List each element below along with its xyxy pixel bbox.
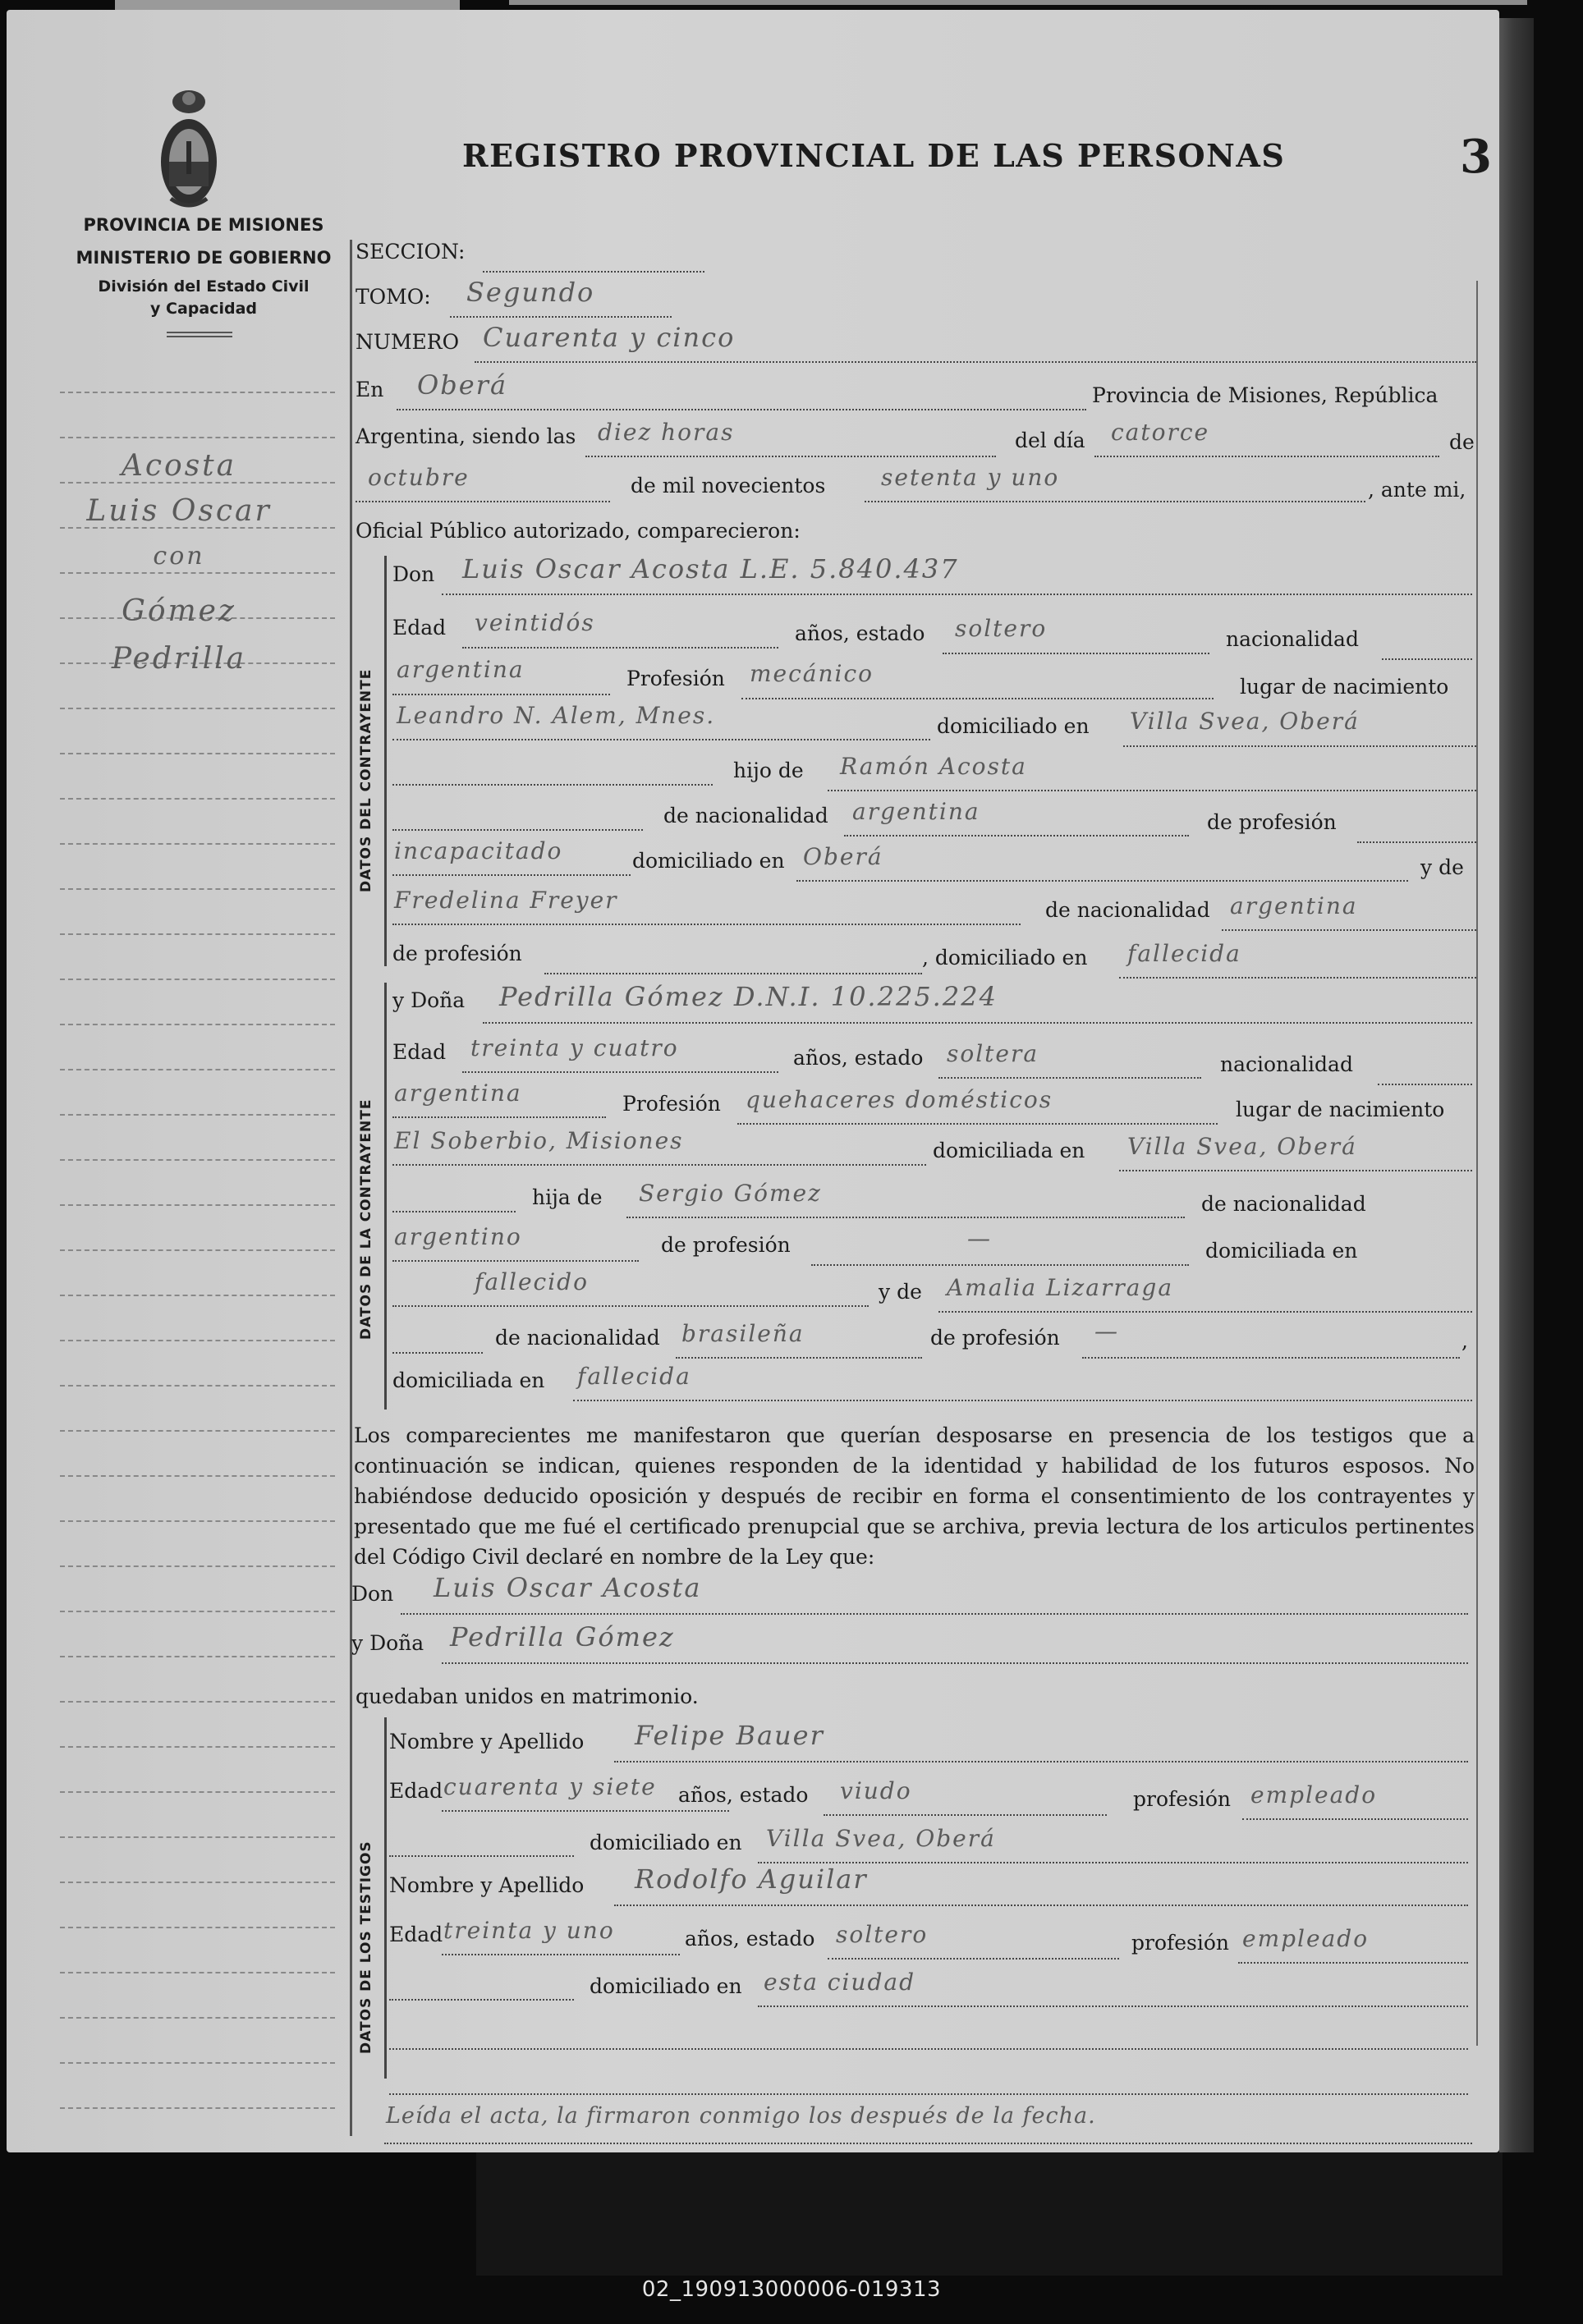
section-label-testigos: DATOS DE LOS TESTIGOS bbox=[358, 1840, 374, 2054]
value-dom-t2: esta ciudad bbox=[764, 1969, 915, 1996]
label-ante-mi: , ante mi, bbox=[1368, 478, 1466, 502]
label-y-dona: y Doña bbox=[392, 988, 466, 1012]
field-nacionalidad-2-end bbox=[1378, 1052, 1472, 1085]
value-tomo: Segundo bbox=[466, 277, 595, 308]
value-estado-1: soltero bbox=[955, 615, 1048, 642]
label-domiciliado-t1: domiciliado en bbox=[590, 1831, 742, 1854]
margin-note-line-4: Gómez bbox=[122, 594, 236, 628]
margin-line bbox=[60, 2107, 335, 2109]
field-blank-t3 bbox=[389, 2017, 1468, 2050]
value-anio: setenta y uno bbox=[881, 464, 1060, 491]
label-hija-de: hija de bbox=[532, 1185, 603, 1209]
field-madre2-dom bbox=[573, 1368, 1472, 1401]
field-nacionalidad-1-end bbox=[1382, 627, 1472, 660]
page-number: 3 bbox=[1460, 130, 1492, 184]
label-de-prof-padre: de profesión bbox=[1207, 810, 1337, 834]
label-nacionalidad-2: nacionalidad bbox=[1220, 1052, 1353, 1076]
value-madre: Fredelina Freyer bbox=[394, 887, 618, 914]
value-madre2-prof: — bbox=[1094, 1318, 1119, 1345]
label-domiciliado-padre: domiciliado en bbox=[632, 849, 785, 873]
margin-line bbox=[60, 437, 335, 438]
label-dona-final: y Doña bbox=[351, 1631, 424, 1655]
field-blank-2 bbox=[392, 798, 643, 831]
label-quedaban: quedaban unidos en matrimonio. bbox=[356, 1685, 699, 1708]
label-edad-t2: Edad bbox=[389, 1923, 443, 1946]
value-edad-2: treinta y cuatro bbox=[470, 1034, 679, 1061]
label-domiciliado-1: domiciliado en bbox=[937, 714, 1090, 738]
value-dona: Pedrilla Gómez D.N.I. 10.225.224 bbox=[499, 981, 998, 1012]
value-en: Oberá bbox=[417, 369, 508, 401]
value-prof-2: quehaceres domésticos bbox=[746, 1086, 1053, 1113]
label-de-prof-madre2: de profesión bbox=[930, 1326, 1060, 1350]
value-dona-final: Pedrilla Gómez bbox=[450, 1621, 675, 1652]
label-nombre-1: Nombre y Apellido bbox=[389, 1730, 585, 1753]
margin-line bbox=[60, 1836, 335, 1838]
section-label-contrayente: DATOS DEL CONTRAYENTE bbox=[358, 668, 374, 892]
value-estado-t2: soltero bbox=[836, 1921, 929, 1948]
margin-note-line-5: Pedrilla bbox=[111, 642, 247, 676]
label-domiciliada-madre2: domiciliada en bbox=[392, 1368, 545, 1392]
margin-line bbox=[60, 392, 335, 393]
field-padre2-dom bbox=[392, 1274, 869, 1307]
label-nombre-2: Nombre y Apellido bbox=[389, 1873, 585, 1897]
value-padre-nac: argentina bbox=[852, 798, 980, 825]
value-don: Luis Oscar Acosta L.E. 5.840.437 bbox=[462, 553, 959, 584]
field-blank-4 bbox=[392, 1321, 483, 1354]
margin-line bbox=[60, 1927, 335, 1928]
document-page bbox=[7, 10, 1499, 2152]
field-padre-dom bbox=[796, 849, 1408, 882]
label-anos-estado-t2: años, estado bbox=[685, 1927, 815, 1950]
value-madre-dom: fallecida bbox=[1127, 940, 1241, 967]
bracket-contrayente-f bbox=[384, 983, 387, 1410]
margin-line bbox=[60, 1565, 335, 1567]
field-padre2-prof bbox=[811, 1233, 1189, 1266]
top-edge bbox=[115, 0, 460, 10]
field-seccion bbox=[483, 240, 704, 273]
margin-line bbox=[60, 2062, 335, 2064]
label-domiciliado-t2: domiciliado en bbox=[590, 1974, 742, 1998]
value-madre2-nac: brasileña bbox=[681, 1320, 805, 1347]
value-estado-t1: viudo bbox=[840, 1777, 912, 1804]
value-testigo-2: Rodolfo Aguilar bbox=[635, 1863, 868, 1895]
margin-note-line-2: Luis Oscar bbox=[86, 494, 272, 528]
top-edge-2 bbox=[509, 0, 1527, 5]
value-mes: octubre bbox=[368, 464, 470, 491]
page-title: REGISTRO PROVINCIAL DE LAS PERSONAS bbox=[462, 137, 1286, 174]
label-de-mil: de mil novecientos bbox=[631, 474, 826, 497]
value-don-final: Luis Oscar Acosta bbox=[434, 1572, 702, 1603]
field-blank-t1 bbox=[389, 1824, 574, 1857]
declaration-paragraph: Los comparecientes me manifestaron que querían desposarse en presencia de los testigos que a continuación se indican, quienes responden de la identidad y habilidad de los futuros esposos. No habiéndose deducido oposición y después de recibir en forma el consentimiento de los contrayentes y presentado que me fué el certificado prenupcial que se archiva, previa lectura de los articulos pertinentes del Código Civil declaré en nombre de la Ley que: bbox=[354, 1423, 1475, 1569]
margin-line bbox=[60, 1340, 335, 1341]
label-profesion-2: Profesión bbox=[622, 1092, 721, 1116]
margin-line bbox=[60, 1295, 335, 1296]
label-domiciliada-padre2: domiciliada en bbox=[1205, 1239, 1358, 1263]
value-padre2-nac: argentino bbox=[394, 1223, 522, 1250]
margin-line bbox=[60, 1475, 335, 1477]
label-don: Don bbox=[392, 562, 435, 586]
margin-line bbox=[60, 1701, 335, 1703]
value-padre-dom: Oberá bbox=[803, 843, 883, 870]
value-dia: catorce bbox=[1111, 419, 1210, 446]
label-tomo: TOMO: bbox=[356, 285, 431, 309]
label-anos-estado-1: años, estado bbox=[795, 621, 925, 645]
value-lugar-2: El Soberbio, Misiones bbox=[394, 1127, 684, 1154]
org-underline bbox=[167, 332, 232, 337]
margin-line bbox=[60, 1520, 335, 1522]
label-y-de-2: y de bbox=[879, 1280, 922, 1304]
label-del-dia: del día bbox=[1015, 429, 1085, 452]
label-domiciliado-madre: , domiciliado en bbox=[922, 946, 1088, 969]
field-blank-3 bbox=[392, 1180, 516, 1212]
org-province: PROVINCIA DE MISIONES bbox=[83, 215, 324, 235]
value-numero: Cuarenta y cinco bbox=[483, 322, 736, 353]
right-rule bbox=[1476, 281, 1478, 2046]
label-seccion: SECCION: bbox=[356, 240, 466, 264]
margin-line bbox=[60, 1024, 335, 1025]
label-domiciliada-2: domiciliada en bbox=[933, 1139, 1085, 1162]
field-padre-prof-end bbox=[1357, 810, 1476, 843]
label-comma: , bbox=[1461, 1329, 1468, 1353]
value-edad-1: veintidós bbox=[475, 609, 595, 636]
value-lugar-1: Leandro N. Alem, Mnes. bbox=[397, 702, 716, 729]
margin-line bbox=[60, 1249, 335, 1251]
value-edad-t2: treinta y uno bbox=[443, 1917, 615, 1944]
label-profesion-1: Profesión bbox=[626, 667, 725, 690]
label-de-nac-madre: de nacionalidad bbox=[1045, 898, 1210, 922]
org-division: División del Estado Civil bbox=[98, 277, 310, 296]
margin-line bbox=[60, 1204, 335, 1206]
section-label-contrayente-f: DATOS DE LA CONTRAYENTE bbox=[358, 1098, 374, 1340]
label-provincia: Provincia de Misiones, República bbox=[1092, 383, 1438, 407]
label-anos-estado-t1: años, estado bbox=[678, 1783, 809, 1807]
margin-line bbox=[60, 2017, 335, 2019]
margin-line bbox=[60, 1972, 335, 1973]
margin-line bbox=[60, 572, 335, 574]
value-madre2-dom: fallecida bbox=[577, 1363, 691, 1390]
value-nac-1: argentina bbox=[397, 656, 525, 683]
label-don-final: Don bbox=[351, 1582, 394, 1606]
label-numero: NUMERO bbox=[356, 330, 460, 354]
margin-divider bbox=[350, 240, 352, 2136]
label-en: En bbox=[356, 378, 384, 401]
label-oficial: Oficial Público autorizado, comparecieron: bbox=[356, 519, 801, 543]
margin-line bbox=[60, 1611, 335, 1612]
margin-note-line-3: con bbox=[153, 542, 205, 571]
label-y-de: y de bbox=[1420, 855, 1464, 879]
label-edad-1: Edad bbox=[392, 616, 447, 639]
label-de-prof-padre2: de profesión bbox=[661, 1233, 791, 1257]
value-madre-nac: argentina bbox=[1230, 892, 1358, 919]
margin-line bbox=[60, 1159, 335, 1161]
value-padre2-dom: fallecido bbox=[475, 1268, 589, 1295]
field-blank-1 bbox=[392, 753, 713, 786]
label-edad-t1: Edad bbox=[389, 1779, 443, 1803]
field-blank-t4 bbox=[389, 2062, 1468, 2095]
field-madre2-prof bbox=[1082, 1326, 1460, 1359]
margin-line bbox=[60, 1656, 335, 1657]
margin-line bbox=[60, 1430, 335, 1432]
org-ministry: MINISTERIO DE GOBIERNO bbox=[76, 248, 332, 268]
coat-of-arms-icon bbox=[154, 84, 223, 215]
margin-line bbox=[60, 1791, 335, 1793]
margin-line bbox=[60, 933, 335, 935]
book-binding bbox=[1499, 18, 1534, 2152]
value-prof-t1: empleado bbox=[1250, 1781, 1378, 1808]
label-nacionalidad-1: nacionalidad bbox=[1226, 627, 1359, 651]
label-lugar-nac-1: lugar de nacimiento bbox=[1240, 675, 1449, 699]
margin-note-line-1: Acosta bbox=[121, 449, 237, 483]
label-lugar-nac-2: lugar de nacimiento bbox=[1236, 1098, 1445, 1121]
margin-line bbox=[60, 888, 335, 890]
value-dom-t1: Villa Svea, Oberá bbox=[766, 1825, 996, 1852]
margin-line bbox=[60, 1114, 335, 1116]
value-padre2-prof: — bbox=[967, 1225, 992, 1252]
margin-line bbox=[60, 1882, 335, 1883]
margin-line bbox=[60, 708, 335, 709]
value-prof-1: mecánico bbox=[750, 660, 874, 687]
value-nac-2: argentina bbox=[394, 1079, 522, 1107]
bracket-contrayente bbox=[384, 556, 387, 966]
label-profesion-t2: profesión bbox=[1131, 1931, 1230, 1955]
label-profesion-t1: profesión bbox=[1133, 1787, 1232, 1811]
value-padre2: Sergio Gómez bbox=[639, 1180, 822, 1207]
value-prof-t2: empleado bbox=[1242, 1925, 1370, 1952]
value-estado-2: soltera bbox=[947, 1040, 1039, 1067]
label-anos-estado-2: años, estado bbox=[793, 1046, 924, 1070]
margin-line bbox=[60, 843, 335, 845]
label-de: de bbox=[1449, 430, 1475, 454]
margin-line bbox=[60, 1069, 335, 1070]
label-argentina: Argentina, siendo las bbox=[356, 424, 576, 448]
value-testigo-1: Felipe Bauer bbox=[635, 1720, 824, 1751]
field-madre-prof bbox=[544, 942, 922, 974]
label-de-prof-madre: de profesión bbox=[392, 942, 522, 965]
margin-line bbox=[60, 979, 335, 980]
image-caption: 02_190913000006-019313 bbox=[641, 2277, 942, 2302]
value-padre: Ramón Acosta bbox=[840, 753, 1027, 780]
label-hijo-de: hijo de bbox=[733, 759, 804, 782]
bracket-testigos bbox=[384, 1717, 387, 2079]
value-closing: Leída el acta, la firmaron conmigo los después de la fecha. bbox=[386, 2103, 1096, 2129]
value-edad-t1: cuarenta y siete bbox=[443, 1773, 657, 1800]
value-hora: diez horas bbox=[598, 419, 735, 446]
value-madre2: Amalia Lizarraga bbox=[947, 1274, 1174, 1301]
margin-line bbox=[60, 753, 335, 754]
label-de-nac-padre: de nacionalidad bbox=[663, 804, 828, 827]
value-dom-2: Villa Svea, Oberá bbox=[1127, 1133, 1357, 1160]
org-division-2: y Capacidad bbox=[150, 300, 257, 318]
field-blank-t2 bbox=[389, 1968, 574, 2001]
label-edad-2: Edad bbox=[392, 1040, 447, 1064]
margin-line bbox=[60, 798, 335, 800]
margin-line bbox=[60, 1746, 335, 1748]
label-de-nac-padre2: de nacionalidad bbox=[1201, 1192, 1366, 1216]
value-padre-prof: incapacitado bbox=[394, 837, 563, 864]
value-dom-1: Villa Svea, Oberá bbox=[1130, 708, 1360, 735]
label-de-nac-madre2: de nacionalidad bbox=[495, 1326, 660, 1350]
page-bottom-shadow bbox=[476, 2152, 1503, 2276]
margin-line bbox=[60, 1385, 335, 1387]
